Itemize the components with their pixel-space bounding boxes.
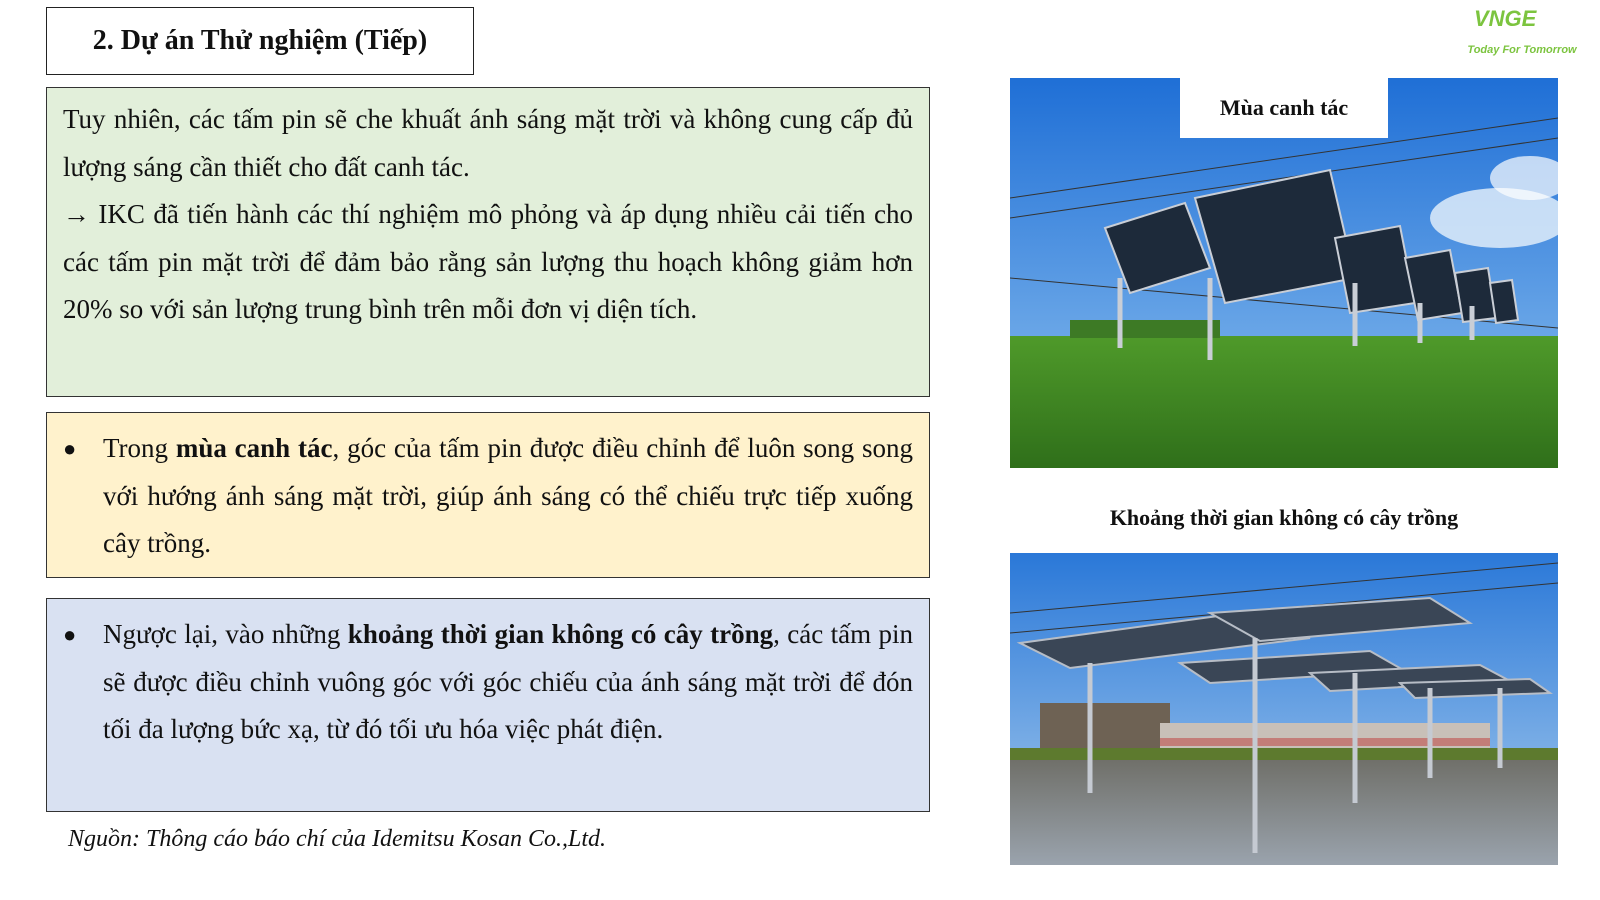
logo-mark: VNGE	[1474, 6, 1537, 31]
off-season-box	[46, 598, 930, 812]
intro-box	[46, 87, 930, 397]
growing-season-label: Mùa canh tác	[1180, 78, 1388, 138]
off-season-photo	[1010, 553, 1558, 865]
bullet-icon: ●	[63, 622, 77, 647]
vnge-logo	[1448, 6, 1596, 62]
growing-season-box	[46, 412, 930, 578]
off-season-caption: Khoảng thời gian không có cây trồng	[1109, 505, 1459, 530]
source-citation: Nguồn: Thông cáo báo chí của Idemitsu Kosan Co.,Ltd.	[68, 826, 606, 852]
growing-season-text: Trong mùa canh tác, góc của tấm pin được điều chỉnh để luôn song song với hướng ánh sáng mặt trời, giúp ánh sáng có thể chiếu trực tiếp xuống cây trồng.	[103, 433, 914, 558]
logo-tagline: Today For Tomorrow	[1467, 44, 1577, 56]
intro-paragraph-2: → IKC đã tiến hành các thí nghiệm mô phỏng và áp dụng nhiều cải tiến cho các tấm pin mặt trời để đảm bảo rằng sản lượng thu hoạch không giảm hơn 20% so với sản lượng trung bình trên mỗi đơn vị diện tích.	[63, 199, 913, 324]
intro-paragraph-1: Tuy nhiên, các tấm pin sẽ che khuất ánh sáng mặt trời và không cung cấp đủ lượng sáng cần thiết cho đất canh tác.	[63, 104, 913, 182]
off-season-text: Ngược lại, vào những khoảng thời gian không có cây trồng, các tấm pin sẽ được điều chỉnh vuông góc với góc chiếu của ánh sáng mặt trời để đón tối đa lượng bức xạ, từ đó tối ưu hóa việc phát điện.	[103, 619, 913, 744]
bullet-icon: ●	[63, 436, 77, 461]
slide-title: 2. Dự án Thử nghiệm (Tiếp)	[46, 7, 474, 75]
